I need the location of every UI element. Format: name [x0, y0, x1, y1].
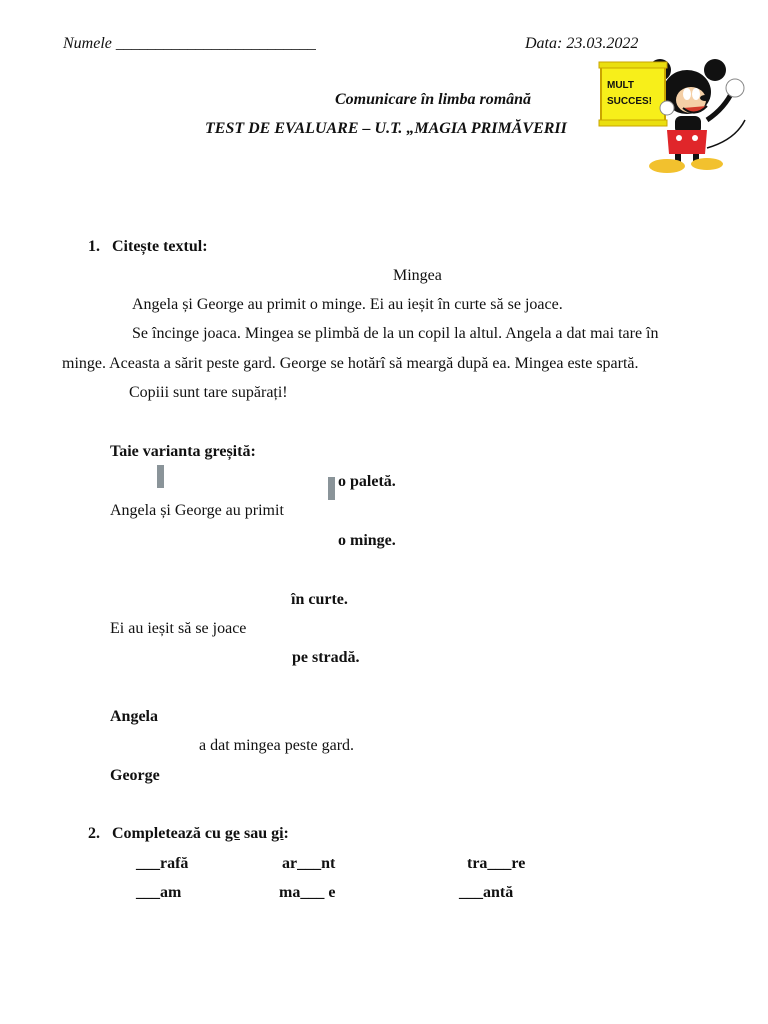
- story-title: Mingea: [393, 267, 442, 284]
- sticker-text-line1: MULT: [607, 80, 635, 91]
- subject-title: Comunicare în limba română: [335, 91, 532, 108]
- blank-word[interactable]: ___rafă: [136, 855, 189, 872]
- blank-word[interactable]: ___antă: [459, 884, 514, 901]
- q3-stem: a dat mingea peste gard.: [199, 737, 355, 754]
- instruction-or: sau: [239, 825, 272, 842]
- q2-option-b[interactable]: pe stradă.: [292, 649, 360, 666]
- story-paragraph-2-cont: minge. Aceasta a sărit peste gard. George se hotărî să meargă după ea. Mingea este spartă.: [62, 355, 639, 372]
- story-paragraph-1: Angela și George au primit o minge. Ei au ieșit în curte să se joace.: [132, 296, 563, 313]
- q3-option-b[interactable]: George: [110, 767, 160, 784]
- name-field-label: Numele _________________________: [63, 35, 316, 52]
- blank-word[interactable]: ___am: [136, 884, 182, 901]
- q1-option-a[interactable]: o paletă.: [338, 473, 396, 490]
- blank-word[interactable]: ar___nt: [282, 855, 336, 872]
- q1-stem: Angela și George au primit: [110, 502, 284, 519]
- instruction-colon: :: [283, 825, 289, 842]
- mascot-sticker: [595, 58, 755, 178]
- bracket-marker: [157, 465, 164, 488]
- story-paragraph-2: Se încinge joaca. Mingea se plimbă de la un copil la altul. Angela a dat mai tare în: [132, 325, 659, 342]
- blank-word[interactable]: ma___ e: [279, 884, 336, 901]
- exercise-1-instruction: Citește textul:: [112, 238, 208, 255]
- exercise-1-number: 1.: [88, 238, 100, 255]
- q2-stem: Ei au ieșit să se joace: [110, 620, 247, 637]
- q2-option-a[interactable]: în curte.: [291, 591, 348, 608]
- ge-syllable: ge: [224, 825, 240, 842]
- q3-option-a[interactable]: Angela: [110, 708, 158, 725]
- sticker-text-line2: SUCCES!: [607, 96, 653, 107]
- story-paragraph-3: Copiii sunt tare supărați!: [129, 384, 288, 401]
- blank-word[interactable]: tra___re: [467, 855, 526, 872]
- q1-option-b[interactable]: o minge.: [338, 532, 396, 549]
- cross-out-instruction: Taie varianta greșită:: [110, 443, 256, 460]
- exercise-2-instruction: [112, 825, 289, 843]
- mascot-illustration-icon: [595, 58, 755, 178]
- gi-syllable: gi: [271, 825, 284, 842]
- exercise-2-number: 2.: [88, 825, 100, 842]
- date-label: Data: 23.03.2022: [525, 35, 639, 52]
- bracket-marker: [328, 477, 335, 500]
- test-title: TEST DE EVALUARE – U.T. „MAGIA PRIMĂVERII: [205, 120, 567, 137]
- instruction-text: Completează cu: [112, 825, 225, 842]
